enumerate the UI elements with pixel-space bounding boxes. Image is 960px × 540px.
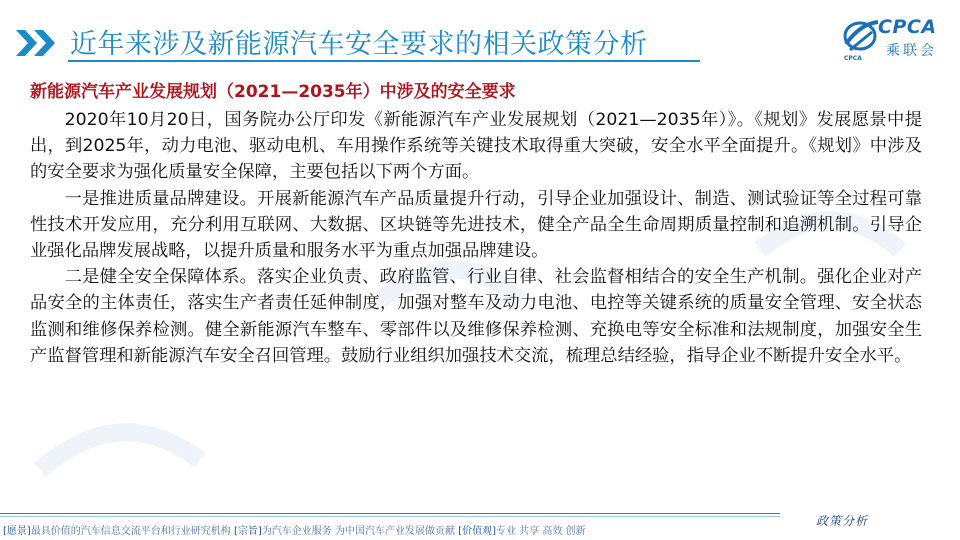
paragraph: 2020年10月20日，国务院办公厅印发《新能源汽车产业发展规划（2021—2035年）》。《规划》发展愿景中提出，到2025年，动力电池、驱动电机、车用操作系统等关键技术取得重大突破，安全水平全面提升。《规划》中涉及的安全要求为强化质量安全保障，主要包括以下两个方面。 <box>30 110 922 183</box>
footer-tag-vision: [愿景] <box>3 526 31 537</box>
body-text <box>30 107 922 369</box>
footer-tag-values: [价值观] <box>458 526 496 537</box>
footer-vision-text: 最具价值的汽车信息交流平台和行业研究机构 <box>30 526 231 537</box>
footer-mission-text <box>3 522 586 537</box>
header-underline <box>68 60 700 62</box>
paragraph: 二是健全安全保障体系。落实企业负责、政府监管、行业自律、社会监督相结合的安全生产机制。强化企业对产品安全的主体责任，落实生产者责任延伸制度，加强对整车及动力电池、电控等关键系统的质量安全管理、安全状态监测和维修保养检测。健全新能源汽车整车、零部件以及维修保养检测、充换电等安全标准和法规制度，加强安全生产监督管理和新能源汽车安全召回管理。鼓励行业组织加强技术交流，梳理总结经验，指导企业不断提升安全水平。 <box>30 267 922 366</box>
footer-section-label: 政策分析 <box>816 514 869 528</box>
footer-values-text: 专业 共享 高效 创新 <box>496 526 586 537</box>
footer-purpose-text: 为汽车企业服务 为中国汽车产业发展做贡献 <box>261 526 455 537</box>
section-subheading: 新能源汽车产业发展规划（2021—2035年）中涉及的安全要求 <box>30 82 516 102</box>
chevron-right-double-icon <box>16 30 60 56</box>
footer-divider-light <box>0 516 780 517</box>
logo-small-text: CPCA <box>844 55 862 62</box>
logo-cn-text: 乘联会 <box>886 43 937 59</box>
page-title: 近年来涉及新能源汽车安全要求的相关政策分析 <box>70 29 648 60</box>
footer-divider <box>0 513 780 514</box>
logo-en-text: CPCA <box>878 16 937 38</box>
cpca-logo <box>842 14 954 68</box>
paragraph: 一是推进质量品牌建设。开展新能源汽车产品质量提升行动，引导企业加强设计、制造、测试验证等全过程可靠性技术开发应用，充分利用互联网、大数据、区块链等先进技术，健全产品全生命周期质量控制和追溯机制。引导企业强化品牌发展战略，以提升质量和服务水平为重点加强品牌建设。 <box>30 188 922 262</box>
footer-tag-purpose: [宗旨] <box>234 526 262 537</box>
cpca-logo-icon <box>842 14 882 62</box>
